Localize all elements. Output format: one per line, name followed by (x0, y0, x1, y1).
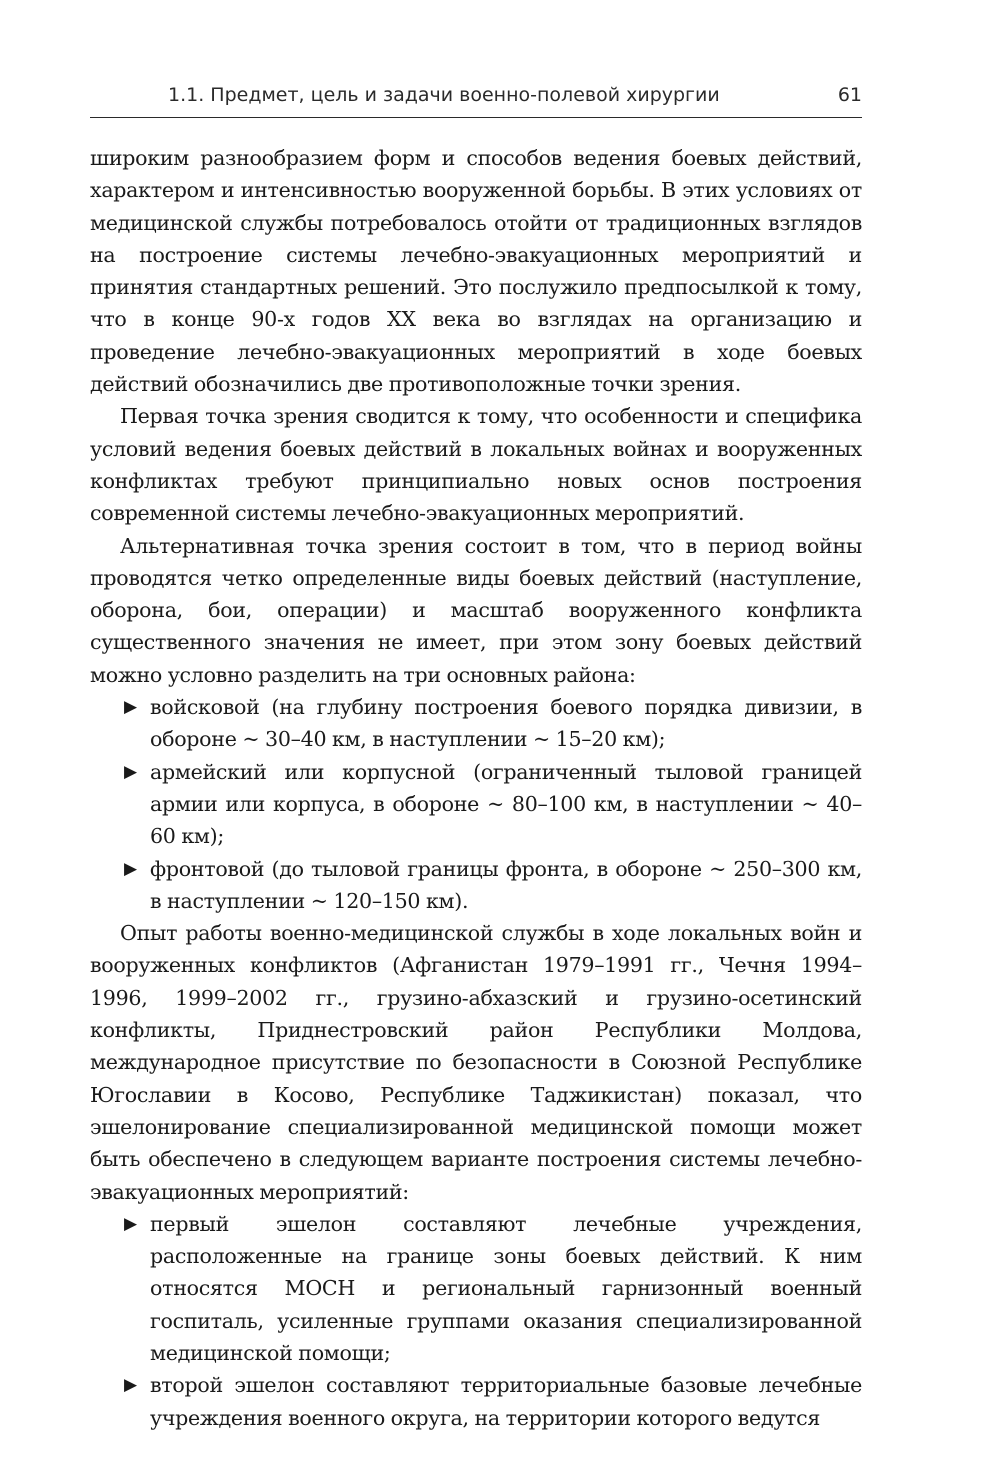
list-item-text: войсковой (на глубину построения боевого порядка дивизии, в обороне ~ 30–40 км, в наступлении ~ 15–20 км); (150, 695, 862, 752)
list-item-text: армейский или корпусной (ограниченный тыловой границей армии или корпуса, в обороне ~ 80–100 км, в наступлении ~ 40–60 км); (150, 759, 862, 849)
list-item-second-echelon (90, 1369, 862, 1434)
paragraph-experience: Опыт работы военно-медицинской службы в ходе локальных войн и вооруженных конфликтов (Афганистан 1979–1991 гг., Чечня 1994–1996, 1999–2002 гг., грузино-абхазский и грузино-осетинский конфликты, Приднестровский район Республики Молдова, международное присутствие по безопасности в Союзной Республике Югославии в Косово, Республике Таджикистан) показал, что эшелонирование специализированной медицинской помощи может быть обеспечено в следующем варианте построения системы лечебно-эвакуационных мероприятий: (90, 921, 862, 1204)
body-text (90, 142, 862, 1434)
list-item-front-zone (90, 853, 862, 918)
list-item-text: первый эшелон составляют лечебные учреждения, расположенные на границе зоны боевых действий. К ним относятся МОСН и региональный гарнизонный военный госпиталь, усиленные группами оказания специализированной медицинской помощи; (150, 1211, 862, 1365)
paragraph-continuation: широким разнообразием форм и способов ведения боевых действий, характером и интенсивностью вооруженной борьбы. В этих условиях от медицинской службы потребовалось отойти от традиционных взглядов на построение системы лечебно-эвакуационных мероприятий и принятия стандартных решений. Это послужило предпосылкой к тому, что в конце 90-х годов XX века во взглядах на организацию и проведение лечебно-эвакуационных мероприятий в ходе боевых действий обозначились две противоположные точки зрения. (90, 146, 862, 397)
header-rule (90, 117, 862, 118)
paragraph-alternative-view: Альтернативная точка зрения состоит в том, что в период войны проводятся четко определенные виды боевых действий (наступление, оборона, бои, операции) и масштаб вооруженного конфликта существенного значения не имеет, при этом зону боевых действий можно условно разделить на три основных района: (90, 533, 862, 687)
triangle-bullet-icon: ▶ (124, 858, 137, 879)
zones-list (90, 691, 862, 917)
list-item-text: фронтовой (до тыловой границы фронта, в обороне ~ 250–300 км, в наступлении ~ 120–150 км). (150, 856, 862, 913)
running-header-title: 1.1. Предмет, цель и задачи военно-полевой хирургии (168, 84, 720, 106)
triangle-bullet-icon: ▶ (124, 1213, 137, 1234)
list-item-troop-zone (90, 691, 862, 756)
list-item-text: второй эшелон составляют территориальные базовые лечебные учреждения военного округа, на территории которого ведутся (150, 1373, 862, 1430)
running-header (90, 78, 862, 112)
page-number: 61 (837, 84, 862, 106)
triangle-bullet-icon: ▶ (124, 1375, 137, 1396)
paragraph-first-view: Первая точка зрения сводится к тому, что особенности и специфика условий ведения боевых действий в локальных войнах и вооруженных конфликтах требуют принципиально новых основ построения современной системы лечебно-эвакуационных мероприятий. (90, 404, 862, 526)
triangle-bullet-icon: ▶ (124, 761, 137, 782)
echelons-list (90, 1208, 862, 1434)
list-item-army-zone (90, 756, 862, 853)
list-item-first-echelon (90, 1208, 862, 1369)
triangle-bullet-icon: ▶ (124, 697, 137, 718)
